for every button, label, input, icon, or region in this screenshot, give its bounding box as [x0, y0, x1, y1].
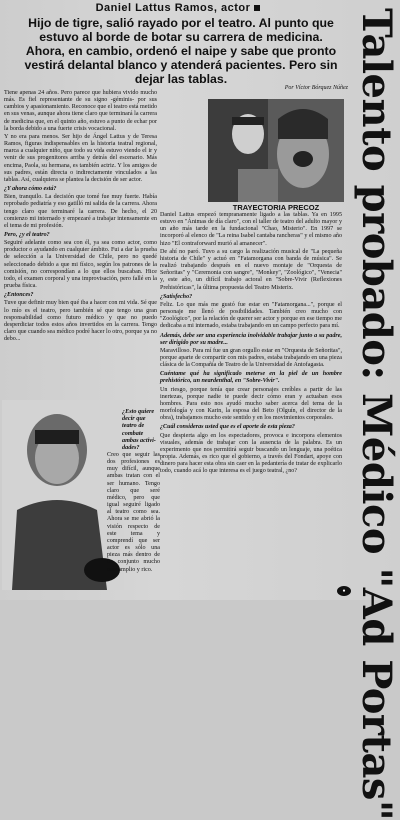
interview-question: ¿Y ahora cómo está? [4, 186, 57, 193]
interview-question: ¿Entonces? [4, 292, 34, 299]
interview-question: Cuéntame qué ha significado meterse en la piel de un hombre prehistórico, un neardenthal, en "Sobre-Vivir". [160, 371, 342, 385]
paragraph: Feliz. Lo que más me gustó fue estar en "Fatamorgana...", porque el personaje me llenó de posibilidades. También creo mucho con "Zoológico", por la relación de querer ser actor y porque en ese tiempo me dedicaba a mi internado, estaba trabajando en un campo perfecto para mí. [160, 301, 342, 330]
subject-name: Daniel Lattus Ramos, actor [18, 2, 338, 14]
paragraph: Un riesgo, porque tenía que crear personajes creíbles a partir de las inertezas, porque nadie te puede decir cómo eran y actuaban esos hombres. Para esto nos ayudó mucho saber acerca del tema de la morfología y con Karin, la esposa del Beto (Olguín, el director de la obra), trabajamos mucho este sentido y en los movimientos corporales. [160, 386, 342, 422]
paragraph: Seguiré adelante como sea con él, ya sea como actor, como productor o ayudando en cualquier ámbito. Fui a dar la prueba de selección a la Universidad de Chile, pero no quedé seleccionado debido a que mi físico, según los patrones de la comisión, no correspondían a lo que ellos buscaban. Hice todo, el examen corporal y una improvisación, pero fallé en la prueba física. [4, 240, 157, 290]
column-left [4, 90, 157, 344]
sidebar-title: TRAYECTORIA PRECOZ [232, 203, 320, 212]
side-column: Creo que seguir las dos profesiones es muy difícil, aunque ambas tratan con el ser humano. Tengo claro que seré médico, pero que igual seguiré ligado al teatro como sea. Ahora se me abrió la visión respecto de este tema y comprendí que ser actor es sólo una pieza más dentro de un conjunto mucho más amplio y rico. [107, 452, 160, 573]
paragraph: Maravilloso. Para mí fue un gran orgullo estar en "Orquesta de Señoritas", porque aparte de compartir con mis padres, estaba trabajando en una pieza clásica de la Compañía de Teatro de la Universidad de Antofagasta. [160, 347, 342, 369]
paragraph: De ahí no paró. Tuvo a su cargo la realización musical de "La pequeña historia de Chile" y actuó en "Fatamorgana con banda de música". Se realizó trabajando después en el nuevo montaje de "Orquesta de Señoritas" y "Ceremonia con sangre", "Monkey", "Zoológico", "Venecia" y, este año, un difícil trabajo actoral en "Sobre-Vivir (Reflexiones Prehistóricas", la última propuesta del Teatro Misterix. [160, 248, 342, 291]
paragraph: Daniel Lattus empezó tempranamente ligado a las tablas. Ya en 1995 estuvo en "Ánimas de día claro", con el taller de teatro del adulto mayor y un año más tarde en la fundacional "Chao, Misterio". En 1997 se incorporó al elenco de "La reina Isabel cantaba rancheras" y el mismo año hizo "El contraforward murió al amanecer". [160, 212, 342, 247]
interview-question: Además, debe ser una experiencia inolvidable trabajar junto a su padre, ser dirigido por su madre... [160, 332, 342, 346]
photo-bottom-image [2, 400, 124, 590]
paragraph: Bien, tranquilo. La decisión que tomé fue muy fuerte. Había reprobado pediatría y eso gatilló mi salida de la carrera. Ahora tengo claro que terminaré la carrera. De hecho, el 20 comienzo mi internado y empezaré a trabajar intensamente en el tema de mi profesión. [4, 194, 157, 229]
actor-photo-top [208, 99, 344, 202]
interview-question: ¿Cuál consideras usted que es el aporte de esta pieza? [160, 424, 295, 431]
interview-question: ¿Satisfecho? [160, 293, 193, 300]
paragraph: Que despierta algo en los espectadores, provoca e incorpora elementos visuales, además de trabajar con la ausencia de la palabra. Es un experimento que nos permitirá seguir buscando un lenguaje, una poética propia. Además, es rico que el gobierno, a través del Fondart, apoye con dinero para hacer esta obra sin caer en la pedantería de tratar de explicarlo todo, cuando acá lo que interesa es el juego teatral, ¿no? [160, 432, 342, 475]
paragraph: Tiene apenas 24 años. Pero parece que hubiera vivido mucho más. Es fiel representante de su signo -géminis- por sus cambios y apasionamiento. Reconoce que el teatro está metido en sus venas, aunque ahora tiene claro que terminará la carrera de medicina que, en el quinto año, estuvo a punto de echar por la borda debido a una fuerte crisis vocacional. [4, 90, 157, 132]
byline: Por Víctor Bórquez Núñez [284, 85, 348, 91]
column-right [160, 212, 342, 476]
lead-paragraph: Hijo de tigre, salió rayado por el teatro. Al punto que estuvo al borde de botar su carrera de medicina. Ahora, en cambio, ordenó el naipe y sabe que pronto vestirá delantal blanco y atenderá pacientes. Pero sin dejar las tablas. [24, 16, 338, 86]
vertical-headline: Talento probado: Médico "Ad Portas" [353, 8, 400, 820]
interview-question: Pero, ¿y el teatro? [4, 231, 50, 238]
pull-quote: ¿Esto quiere decir que teatro de combate ambas activi- dades? [122, 408, 156, 452]
publication-logo-icon: ● [337, 586, 351, 596]
paragraph: Tuve que definir muy bien qué iba a hacer con mi vida. Sé que lo mío es el teatro, pero también sé que tengo una gran responsabilidad como futuro médico y que no puedo desperdiciar todos estos años invertidos en la carrera. Tengo claro que cuando sea médico podré hacer lo otro, porque ya no debo... [4, 300, 157, 343]
photo-top-image [208, 99, 344, 202]
actor-photo-bottom [2, 400, 124, 590]
paragraph: Y no era para menos. Ser hijo de Ángel Lattus y de Teresa Ramos, figuras indispensables en la historia teatral regional, marca a cualquier niño, que todo su vida estuvo viendo el ir y venir de sus progenitores arriba y detrás del escenario. Más encima, Paola, su hermana, es también actriz. Y los amigos de sus padres, están directa o indirectamente vinculados a las tablas. Así, cualquiera se plantea la decisión de ser actor. [4, 133, 157, 183]
